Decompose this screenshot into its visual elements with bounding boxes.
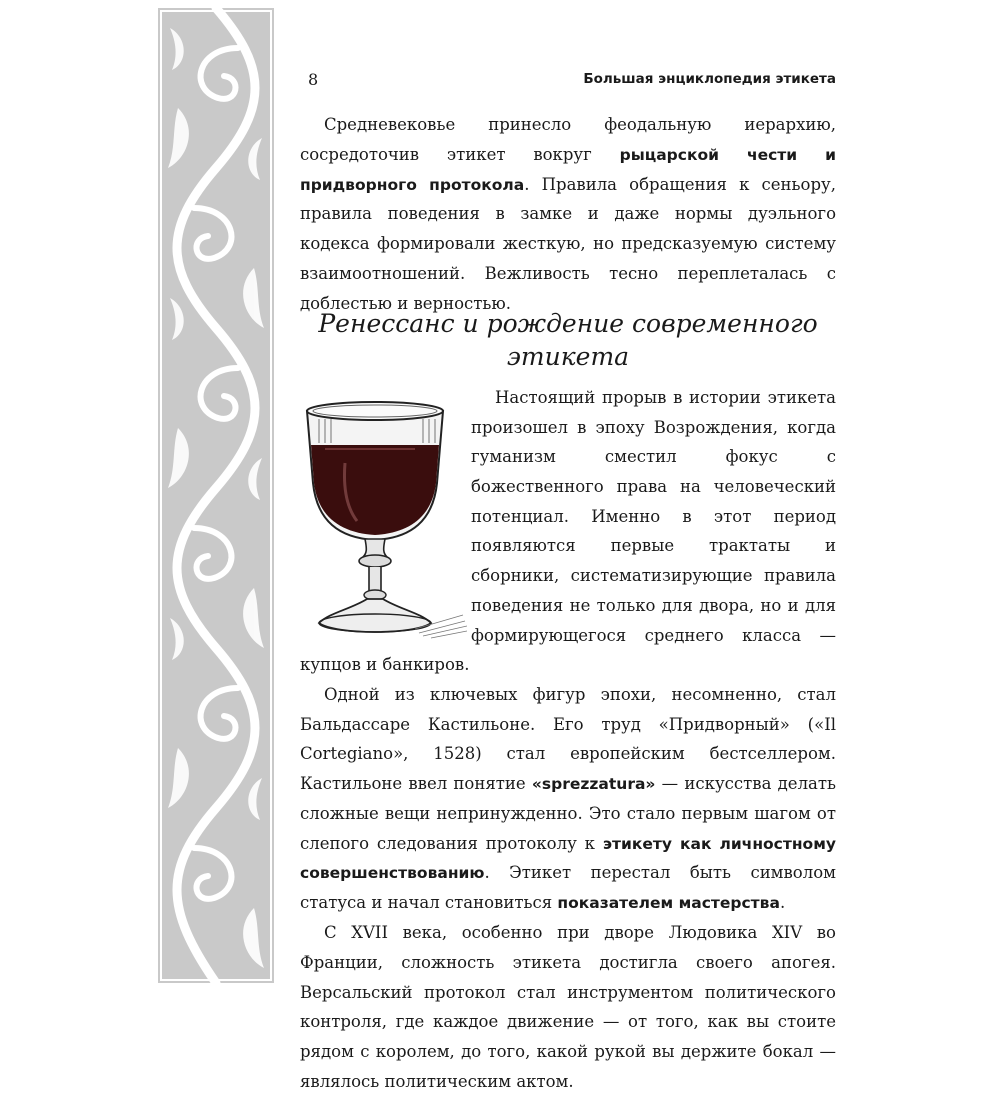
intro-bold-phrase: рыцарской чести и придворного протокола xyxy=(300,145,836,194)
p2-text-a: Одной из ключевых фигур эпохи, несомненно, стал Бальдассаре Кастильоне. Его труд «Придворный» («Il Cortegiano», 1528) стал европейским бестселлером. Кастильоне ввел понятие xyxy=(300,684,836,793)
running-header xyxy=(300,70,836,92)
section-heading xyxy=(300,308,836,373)
main-section xyxy=(300,383,836,1096)
book-title: Большая энциклопедия этикета xyxy=(583,71,836,87)
wine-goblet-icon xyxy=(295,383,467,645)
heading-line-1: Ренессанс и рождение современного xyxy=(318,309,818,338)
decorative-scroll-border xyxy=(158,8,274,983)
p2-bold-sprezzatura: «sprezzatura» xyxy=(531,774,656,793)
intro-text-b: . Правила обращения к сеньору, правила поведения в замке и даже нормы дуэльного кодекса формировали жесткую, но предсказуемую систему взаимоотношений. Вежливость тесно переплеталась с доблестью и верностью. xyxy=(300,174,836,313)
intro-text-a: Средневековье принесло феодальную иерархию, сосредоточив этикет вокруг xyxy=(300,115,836,164)
page-number: 8 xyxy=(308,70,319,89)
section-paragraph-1: Настоящий прорыв в истории этикета произошел в эпоху Возрождения, когда гуманизм сместил фокус с божественного права на человеческий потенциал. Именно в этот период появляются первые трактаты и сборники, систематизирующие правила поведения не только для двора, но и для формирующегося среднего класса — купцов и банкиров. xyxy=(300,388,836,675)
p2-text-c: . Этикет перестал быть символом статуса и начал становиться xyxy=(300,863,836,913)
heading-line-2: этикета xyxy=(506,341,630,371)
wine-goblet-illustration xyxy=(295,383,467,645)
section-paragraph-3: С XVII века, особенно при дворе Людовика XIV во Франции, сложность этикета достигла своего апогея. Версальский протокол стал инструментом политического контроля, где каждое движение — от того, как вы стоите рядом с королем, до того, какой рукой вы держите бокал — являлось политическим актом. xyxy=(300,923,836,1091)
p2-bold-phrase: этикету как личностному совершенствованию xyxy=(300,834,836,883)
baroque-scroll-icon xyxy=(158,8,274,983)
section-paragraph-2 xyxy=(300,680,836,918)
intro-paragraph xyxy=(300,110,836,318)
p2-text-b: — искусства делать сложные вещи непринужденно. Это стало первым шагом от слепого следования протоколу к xyxy=(300,773,836,853)
p2-text-d: . xyxy=(779,893,786,913)
intro-section xyxy=(300,110,836,318)
p2-bold-mastery: показателем мастерства xyxy=(557,894,780,913)
